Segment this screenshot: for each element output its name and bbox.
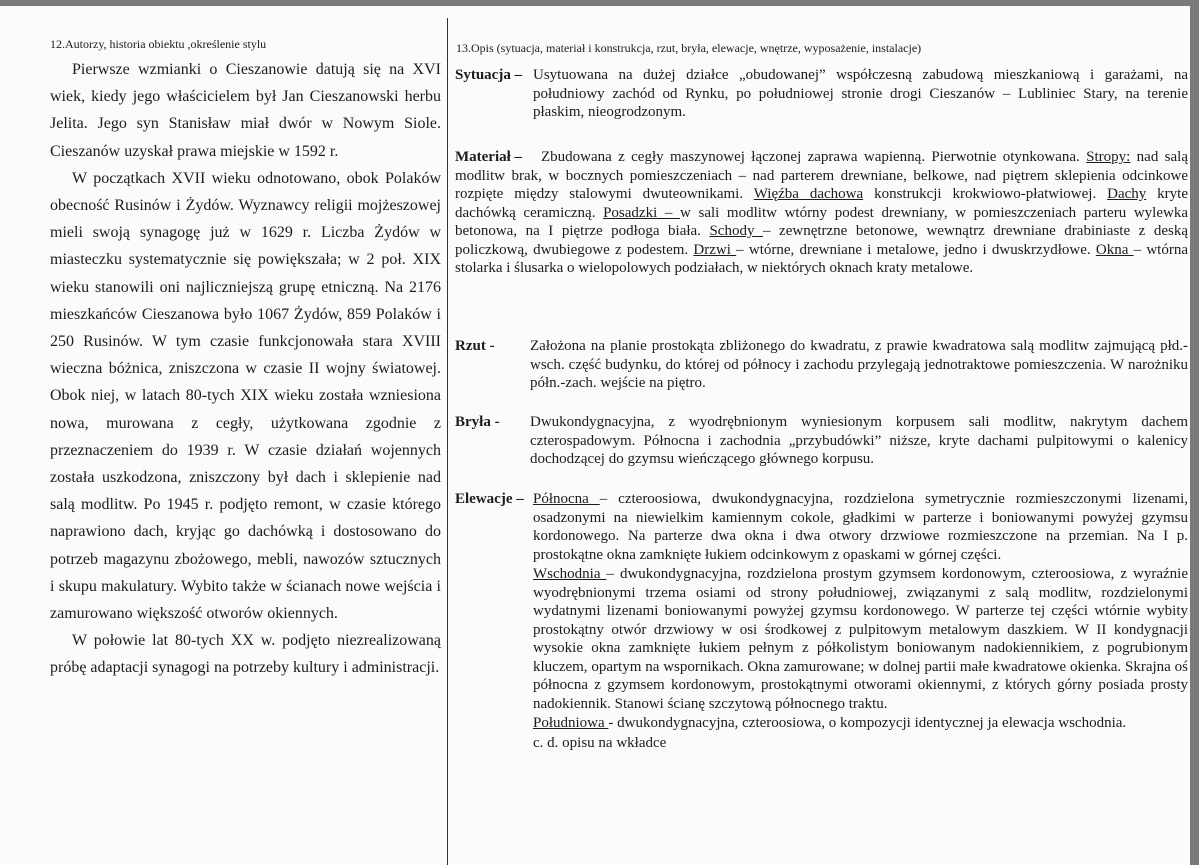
rzut-text: Założona na planie prostokąta zbliżonego do kwadratu, z prawie kwadratowa salą modlitw zajmującą płd.-wsch. część budynku, do której od północy i zachodu przylegają jednotraktowe pomieszczenia. W narożniku półn.-zach. wejście na piętro.: [530, 338, 1188, 391]
material-term-drzwi: Drzwi: [693, 241, 737, 258]
section-bryla: [455, 413, 1188, 469]
sytuacja-label: Sytuacja –: [455, 67, 523, 83]
elewacja-wschodnia-label: Wschodnia: [533, 566, 607, 582]
material-term-dachy: Dachy: [1107, 186, 1147, 202]
history-paragraph-2: W początkach XVII wieku odnotowano, obok Polaków obecność Rusinów i Żydów. Wyznawcy religii mojżeszowej mieli swoją synagogę już w 1629 r. Liczba Żydów w miasteczku systematycznie się powiększała; w 2 poł. XIX wieku stanowili oni najliczniejszą grupę etniczną. Na 2176 mieszkańców Cieszanowa było 1067 Żydów, 859 Polaków i 250 Rusinów. W tym czasie funkcjonowała stara XVIII wieczna bóżnica, zniszczona w czasie II wojny światowej. Obok niej, w latach 80-tych XIX wieku została wzniesiona nowa, murowana z cegły, użytkowana zgodnie z przeznaczeniem do 1939 r. W czasie działań wojennych została uszkodzona, zniszczony był dach i sklepienie nad salą modlitw. Po 1945 r. podjęto remont, w czasie którego naprawiono dach, kryjąc go dachówką i dostosowano do potrzeb magazynu zbożowego, mebli, nawozów sztucznych i skupu makulatury. Wybito także w ścianach nowe wejścia i zamurowano większość otworów okiennych.: [50, 169, 441, 623]
history-column: [50, 56, 441, 682]
elewacja-wschodnia: [533, 565, 1188, 713]
elewacja-polnocna-label: Północna: [533, 491, 600, 507]
material-term-schody: Schody: [709, 223, 764, 239]
bryla-text: Dwukondygnacyjna, z wyodrębnionym wyniesionym korpusem sali modlitw, nakrytym dachem czterospadowym. Północna i zachodnia „przybudówki” niższe, kryte dachami pulpitowymi o kalenicy dochodzącej do gzymsu wieńczącego głównego korpusu.: [530, 414, 1188, 467]
material-text-part: – zewnętrzne betonowe, wewnątrz drewniane drabiniaste z deską policzkową, dwubiegowe z podestem.: [455, 223, 1189, 258]
elewacje-label: Elewacje –: [455, 491, 524, 507]
material-term-okna: Okna: [1095, 241, 1134, 258]
section-elewacje: [455, 490, 1188, 753]
section-rzut: [455, 337, 1188, 393]
history-paragraph-3: W połowie lat 80-tych XX w. podjęto niezrealizowaną próbę adaptacji synagogi na potrzeby kultury i administracji.: [50, 632, 441, 677]
material-text: [455, 148, 1188, 278]
section-sytuacja: [455, 66, 1188, 122]
elewacje-text: [533, 490, 1188, 752]
right-section-heading: 13.Opis (sytuacja, materiał i konstrukcja, rzut, bryła, elewacje, wnętrze, wyposażenie, instalacje): [456, 41, 922, 55]
material-text-part: Zbudowana z cegły maszynowej łączonej zaprawa wapienną. Pierwotnie otynkowana.: [541, 149, 1087, 165]
material-text-part: konstrukcji krokwiowo-płatwiowej.: [863, 186, 1108, 202]
history-paragraph-1: Pierwsze wzmianki o Cieszanowie datują się na XVI wiek, kiedy jego właścicielem był Jan Cieszanowski herbu Jelita. Jego syn Stanisław miał dwór w Nowym Siole. Cieszanów uzyskał prawa miejskie w 1592 r.: [50, 61, 441, 160]
material-text-part: w sali modlitw wtórny podest drewniany, w pomieszczeniach parteru wylewka betonowa, na I piętrze podłoga biała.: [455, 204, 1188, 239]
left-section-heading: 12.Autorzy, historia obiektu ,określenie stylu: [50, 37, 267, 51]
material-text-part: modlitw brak, w bocznych pomieszczeniach – nad parterem drewniane, belkowe, nad piętrem sklepienia odcinkowe rozpięte między stalowymi dwuteownikami.: [455, 167, 1188, 202]
column-divider: [447, 18, 448, 865]
material-term-wiezba: Więźba dachowa: [753, 186, 864, 202]
material-text-part: nad salą: [1130, 149, 1188, 165]
elewacja-poludniowa: [533, 714, 1188, 733]
material-label: Materiał –: [455, 149, 523, 165]
material-text-part: – wtórna stolarka i ślusarka o wielopolowych podziałach, w niektórych oknach kraty metalowe.: [455, 241, 1188, 276]
continued-note: c. d. opisu na wkładce: [533, 734, 667, 751]
material-text-part: – wtórne, drewniane i metalowe, jedno i dwuskrzydłowe.: [736, 241, 1096, 258]
material-term-posadzki: Posadzki –: [603, 204, 681, 221]
scan-border-right: [1190, 0, 1199, 865]
elewacja-polnocna-text: – czteroosiowa, dwukondygnacyjna, rozdzielona symetrycznie rozmieszczonymi lizenami, osadzonymi na niewielkim kamiennym cokole, gładkimi w parterze i boniowanymi powyżej gzymsu kordonowego. Na parterze dwa okna i dwa otwory drzwiowe rozmieszczone na przemian. Na I p. prostokątne okna zamknięte łukiem odcinkowym z opaskami w górnej części.: [533, 491, 1188, 563]
section-material: [455, 148, 1188, 278]
rzut-label: Rzut -: [455, 338, 495, 354]
material-term-stropy: Stropy:: [1086, 149, 1131, 165]
material-text-part: kryte dachówką ceramiczną.: [455, 186, 1188, 221]
elewacja-polnocna: [533, 490, 1188, 564]
elewacja-poludniowa-text: - dwukondygnacyjna, czteroosiowa, o kompozycji identycznej ja elewacja wschodnia.: [608, 715, 1127, 731]
sytuacja-text: Usytuowana na dużej działce „obudowanej” współczesną zabudową mieszkaniową i garażami, na południowy zachód od Rynku, po południowej stronie drogi Cieszanów – Lubliniec Stary, na terenie płaskim, nieogrodzonym.: [533, 67, 1188, 120]
scan-border-top: [0, 0, 1199, 6]
bryla-label: Bryła -: [455, 414, 500, 430]
elewacja-poludniowa-label: Południowa: [533, 715, 609, 731]
elewacja-wschodnia-text: – dwukondygnacyjna, rozdzielona prostym gzymsem kordonowym, czteroosiowa, z wyraźnie wyodrębnionymi trzema osiami od strony południowej, związanymi z salą modlitw, rozdzielonymi wydatnymi lizenami boniowanymi powyżej gzymsu kordonowego. W parterze tej części wtórnie wybity prostokątny otwór drzwiowy w osi środkowej z pulpitowym metalowym daszkiem. W II kondygnacji wysokie okna zamknięte łukiem pełnym z półkolistym boniowanym nadokiennikiem, z pogrubionym kluczem, opartym na wspornikach. Okna zamurowane; w dolnej partii małe kwadratowe okienka. Skrajna oś północna z gzymsem kordonowym, prostokątnymi otworami okiennymi, z których górny posiada prosty nadokiennik. Stanowi ścianę szczytową północnego traktu.: [533, 566, 1189, 712]
